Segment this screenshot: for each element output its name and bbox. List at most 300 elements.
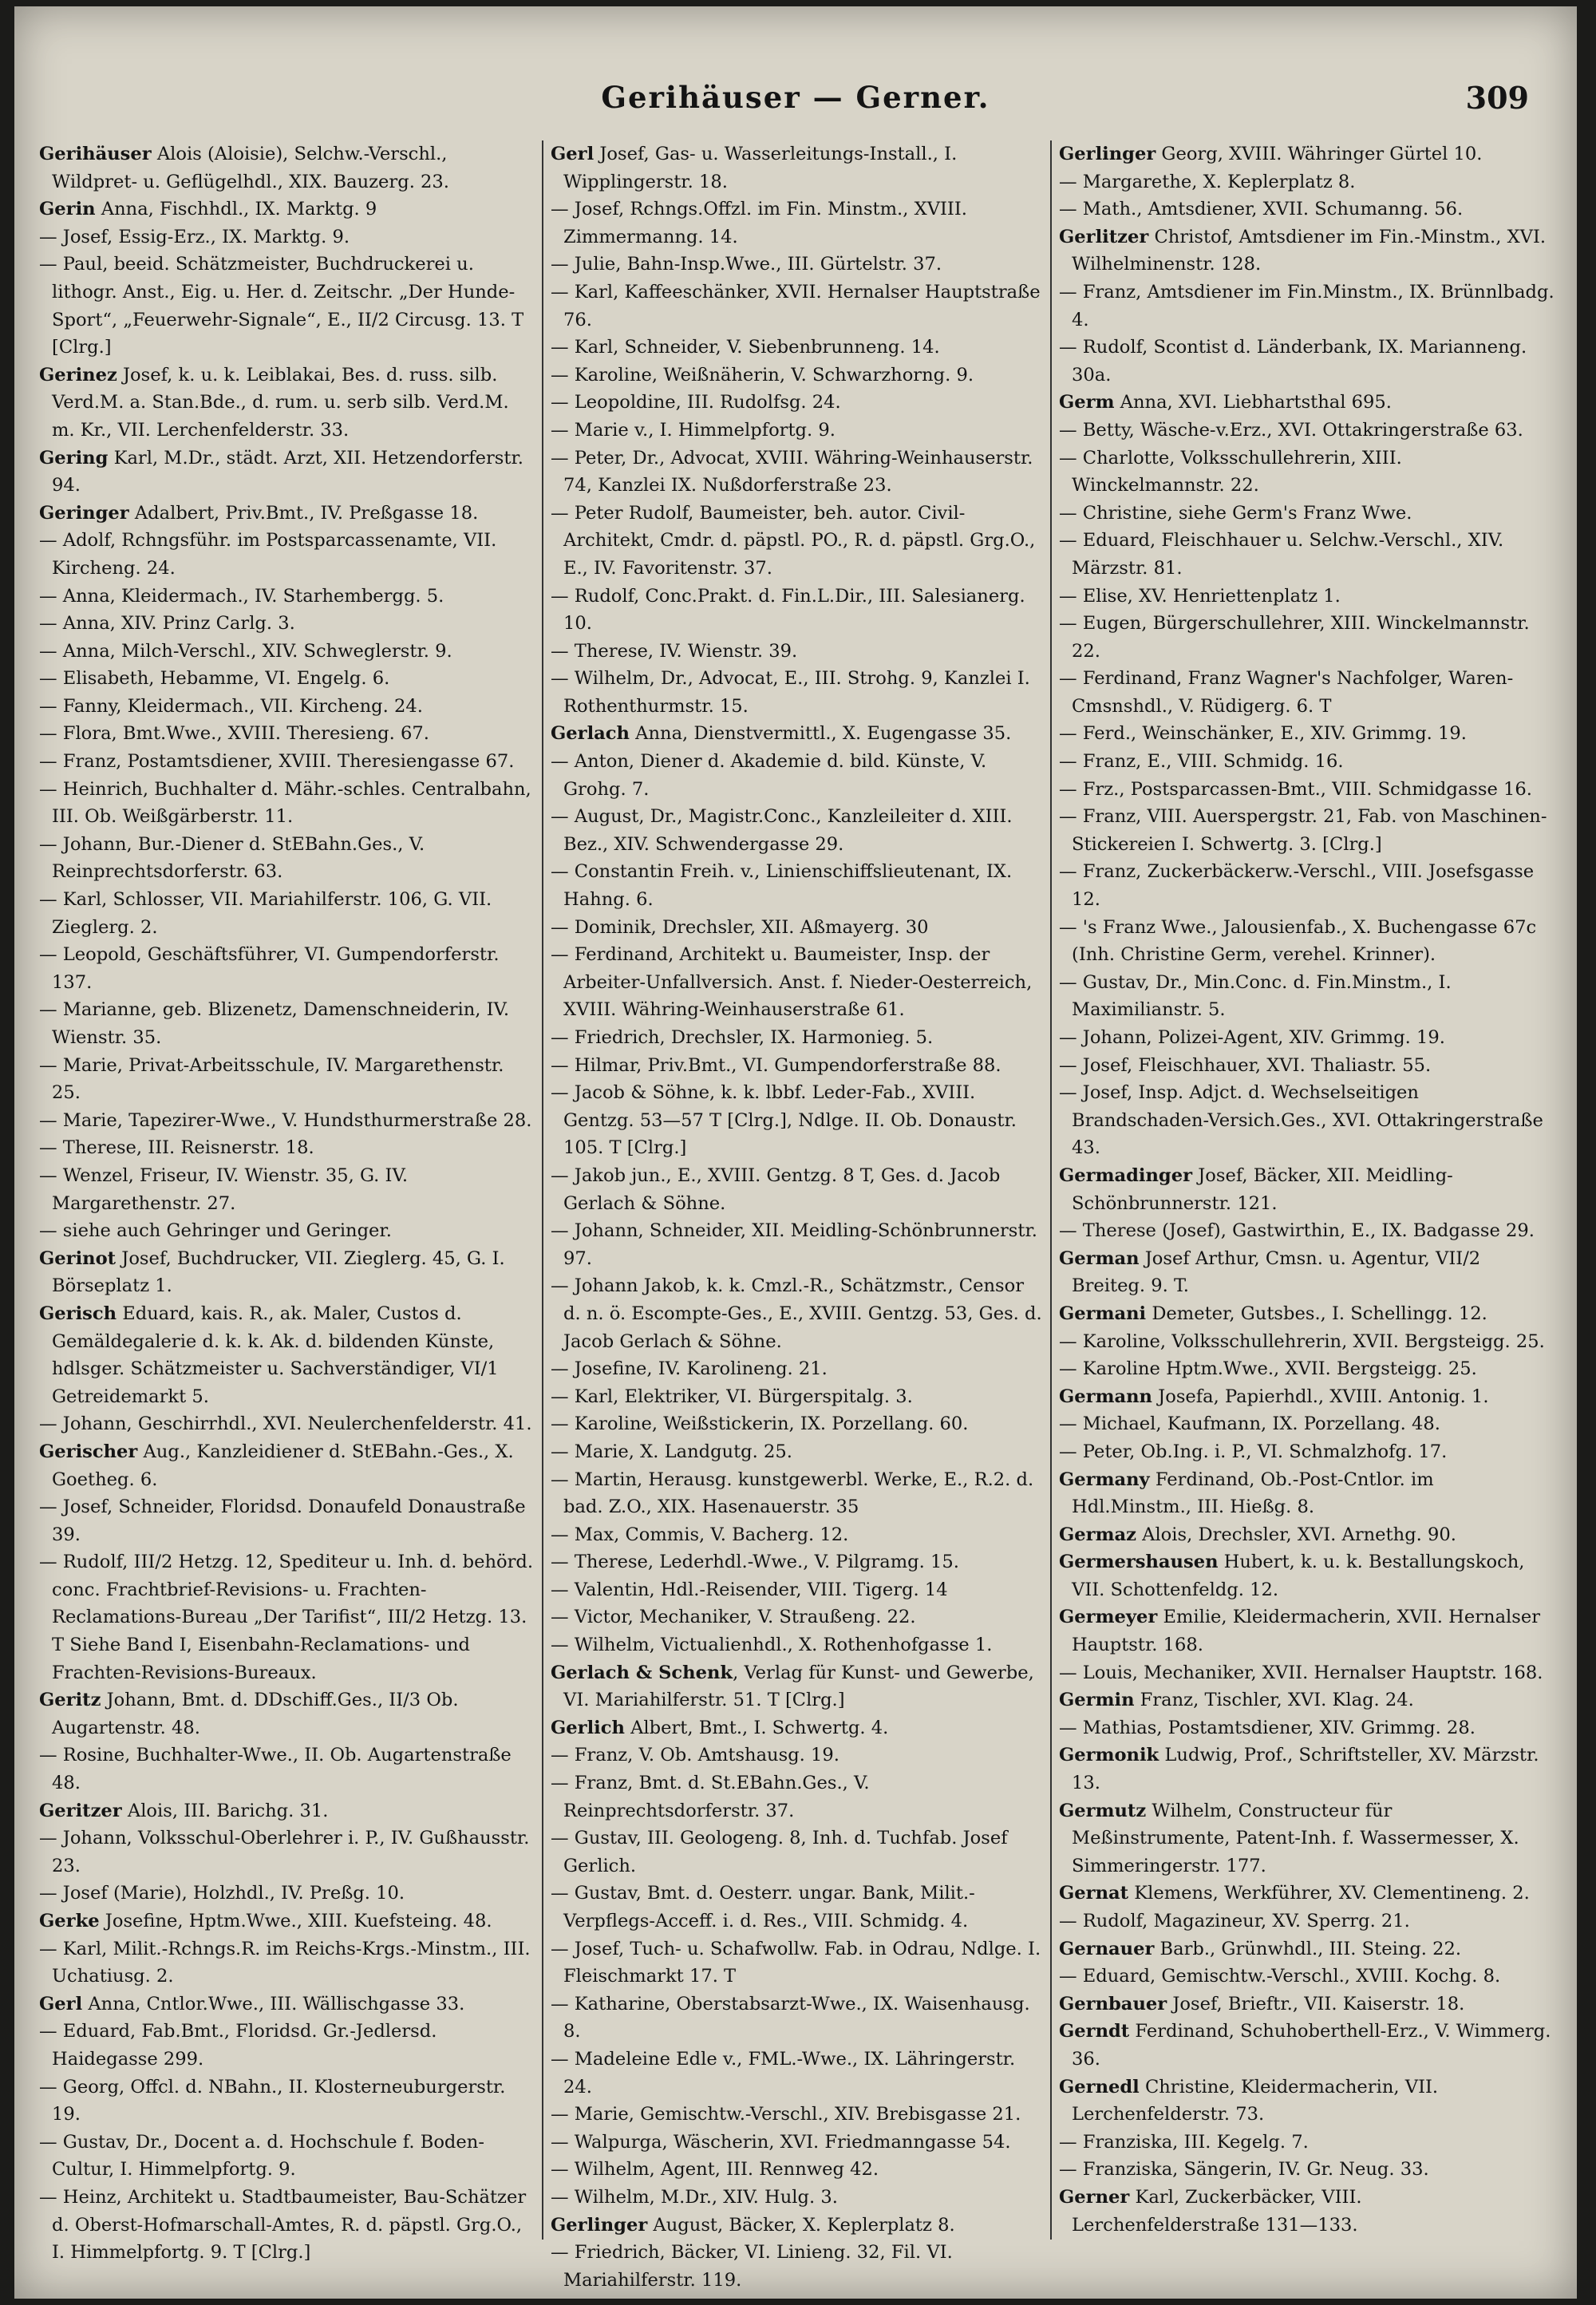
directory-entry — [551, 1466, 1043, 1521]
column-right — [1052, 140, 1562, 2240]
directory-page — [14, 6, 1577, 2299]
entry-text: August, Bäcker, X. Keplerplatz 8. — [647, 2214, 955, 2236]
entry-text: — Math., Amtsdiener, XVII. Schumanng. 56. — [1059, 199, 1464, 220]
directory-entry — [39, 583, 535, 611]
entry-text: — Louis, Mechaniker, XVII. Hernalser Hauptstr. 168. — [1059, 1662, 1543, 1683]
directory-entry — [551, 1576, 1043, 1604]
directory-entry — [39, 251, 535, 361]
entry-text: — Josef, Schneider, Floridsd. Donaufeld Donaustraße 39. — [39, 1496, 526, 1545]
entry-surname: Germutz — [1059, 1800, 1147, 1821]
entry-text: — Franz, V. Ob. Amtshausg. 19. — [551, 1745, 839, 1766]
entry-text: — Dominik, Drechsler, XII. Aßmayerg. 30 — [551, 916, 929, 938]
entry-text: Josef, Gas- u. Wasserleitungs-Install., I. Wipplingerstr. 18. — [563, 144, 958, 192]
directory-entry — [1059, 1410, 1555, 1438]
directory-entry — [1059, 1991, 1555, 2018]
directory-entry — [551, 1742, 1043, 1769]
entry-text: — Charlotte, Volksschullehrerin, XIII. Winckelmannstr. 22. — [1059, 447, 1402, 496]
directory-entry — [551, 1548, 1043, 1576]
column-middle — [542, 140, 1052, 2291]
directory-entry — [551, 1825, 1043, 1880]
directory-entry — [551, 720, 1043, 748]
entry-text: — Georg, Offcl. d. NBahn., II. Klosterneuburgerstr. 19. — [39, 2076, 506, 2125]
entry-surname: Germ — [1059, 392, 1115, 413]
directory-entry — [39, 831, 535, 886]
entry-text: Christine, Kleidermacherin, VII. Lerchenfelderstr. 73. — [1072, 2076, 1439, 2125]
entry-text: — Eduard, Gemischtw.-Verschl., XVIII. Kochg. 8. — [1059, 1966, 1501, 1987]
entry-text: Karl, Zuckerbäcker, VIII. Lerchenfelderstraße 131—133. — [1072, 2186, 1362, 2236]
directory-entry — [39, 720, 535, 748]
entry-text: — Karoline, Volksschullehrerin, XVII. Bergsteigg. 25. — [1059, 1330, 1545, 1352]
directory-entry — [551, 583, 1043, 638]
entry-text: — August, Dr., Magistr.Conc., Kanzleileiter d. XIII. Bez., XIV. Schwendergasse 29. — [551, 806, 1013, 855]
directory-entry — [39, 1686, 535, 1742]
entry-text: — Friedrich, Drechsler, IX. Harmonieg. 5. — [551, 1027, 934, 1048]
directory-entry — [39, 1438, 535, 1493]
entry-text: Anna, XVI. Liebhartsthal 695. — [1114, 392, 1392, 413]
entry-text: — Gustav, Dr., Docent a. d. Hochschule f. Boden-Cultur, I. Himmelpfortg. 9. — [39, 2131, 484, 2180]
entry-text: — Therese, III. Reisnerstr. 18. — [39, 1137, 314, 1159]
directory-entry — [551, 1880, 1043, 1935]
directory-entry — [1059, 1686, 1555, 1714]
directory-entry — [551, 2212, 1043, 2240]
entry-surname: Germany — [1059, 1469, 1150, 1490]
directory-entry — [551, 914, 1043, 942]
directory-entry — [551, 445, 1043, 500]
entry-surname: Gerke — [39, 1911, 100, 1931]
entry-surname: Germani — [1059, 1303, 1147, 1324]
directory-entry — [551, 2239, 1043, 2294]
directory-entry — [1059, 1659, 1555, 1687]
entry-text: — Betty, Wäsche-v.Erz., XVI. Ottakringerstraße 63. — [1059, 419, 1523, 441]
directory-entry — [551, 500, 1043, 583]
directory-entry — [1059, 1714, 1555, 1742]
directory-entry — [551, 1162, 1043, 1217]
entry-surname: Gerlach — [551, 723, 630, 745]
page-number: 309 — [1465, 80, 1529, 116]
entry-text: — Anna, XIV. Prinz Carlg. 3. — [39, 613, 295, 635]
entry-text: Eduard, kais. R., ak. Maler, Custos d. Gemäldegalerie d. k. k. Ak. d. bildenden Künste, hdlsger. Schätzmeister u. Sachverständiger, VI/1 Getreidemarkt 5. — [52, 1303, 499, 1407]
entry-text: — Christine, siehe Germ's Franz Wwe. — [1059, 502, 1412, 524]
directory-entry — [1059, 1217, 1555, 1245]
entry-surname: Germadinger — [1059, 1164, 1193, 1186]
entry-text: — Karoline Hptm.Wwe., XVII. Bergsteigg. 25. — [1059, 1358, 1477, 1380]
entry-text: Emilie, Kleidermacherin, XVII. Hernalser Hauptstr. 168. — [1072, 1607, 1541, 1656]
entry-text: — Ferdinand, Architekt u. Baumeister, Insp. der Arbeiter-Unfallversich. Anst. f. Nieder-Oesterreich, XVIII. Währing-Weinhauserstraße 61. — [551, 944, 1033, 1021]
directory-entry — [1059, 914, 1555, 969]
directory-entry — [1059, 1245, 1555, 1300]
directory-entry — [39, 665, 535, 693]
entry-surname: Geritz — [39, 1690, 101, 1711]
entry-text: — Anton, Diener d. Akademie d. bild. Künste, V. Grohg. 7. — [551, 751, 987, 800]
directory-entry — [1059, 1162, 1555, 1217]
entry-text: — Katharine, Oberstabsarzt-Wwe., IX. Waisenhausg. 8. — [551, 1993, 1030, 2042]
directory-entry — [1059, 1052, 1555, 1080]
entry-text: — Karl, Schneider, V. Siebenbrunneng. 14. — [551, 337, 940, 358]
entry-surname: Gering — [39, 447, 109, 469]
entry-text: — Rudolf, III/2 Hetzg. 12, Spediteur u. Inh. d. behörd. conc. Frachtbrief-Revisions- u. Frachten-Reclamations-Bureau „Der Tarifist“, III/2 Hetzg. 13. T Siehe Band I, Eisenbahn-Reclamations- und Frachten-Revisions-Bureaux. — [39, 1552, 534, 1683]
directory-entry — [551, 748, 1043, 803]
entry-text: — Victor, Mechaniker, V. Straußeng. 22. — [551, 1607, 916, 1628]
directory-entry — [1059, 1935, 1555, 1963]
entry-text: — Therese, Lederhdl.-Wwe., V. Pilgramg. 15. — [551, 1552, 959, 1573]
entry-surname: Gernauer — [1059, 1938, 1155, 1959]
entry-text: — Wilhelm, Victualienhdl., X. Rothenhofgasse 1. — [551, 1635, 993, 1656]
directory-entry — [1059, 1603, 1555, 1659]
entry-text: — Anna, Milch-Verschl., XIV. Schweglerstr. 9. — [39, 640, 452, 662]
directory-entry — [39, 223, 535, 251]
entry-text: — Madeleine Edle v., FML.-Wwe., IX. Lähringerstr. 24. — [551, 2048, 1016, 2097]
directory-entry — [1059, 969, 1555, 1024]
entry-text: — Rosine, Buchhalter-Wwe., II. Ob. Augartenstraße 48. — [39, 1745, 512, 1794]
entry-text: Barb., Grünwhdl., III. Steing. 22. — [1154, 1938, 1462, 1959]
directory-entry — [39, 2018, 535, 2073]
entry-surname: Germin — [1059, 1690, 1135, 1711]
directory-entry — [1059, 1797, 1555, 1880]
entry-text: — Josef, Rchngs.Offzl. im Fin. Minstm., XVIII. Zimmermanng. 14. — [551, 199, 967, 247]
directory-entry — [39, 1134, 535, 1162]
entry-text: — Fanny, Kleidermach., VII. Kircheng. 24. — [39, 695, 423, 717]
entry-text: — Marie, Tapezirer-Wwe., V. Hundsthurmerstraße 28. — [39, 1109, 532, 1131]
directory-entry — [551, 2129, 1043, 2157]
running-head — [14, 80, 1577, 128]
directory-entry — [39, 776, 535, 831]
directory-entry — [1059, 196, 1555, 223]
directory-entry — [39, 1410, 535, 1438]
entry-text: — Ferd., Weinschänker, E., XIV. Grimmg. 19. — [1059, 723, 1467, 745]
entry-surname: Germeyer — [1059, 1607, 1158, 1628]
entry-text: — Therese, IV. Wienstr. 39. — [551, 640, 798, 662]
directory-entry — [551, 1603, 1043, 1631]
directory-entry — [1059, 140, 1555, 168]
entry-surname: Germonik — [1059, 1745, 1159, 1766]
entry-text: — Mathias, Postamtsdiener, XIV. Grimmg. 28. — [1059, 1717, 1476, 1738]
entry-text: Franz, Tischler, XVI. Klag. 24. — [1134, 1690, 1414, 1711]
directory-entry — [551, 1521, 1043, 1549]
directory-entry — [551, 279, 1043, 334]
entry-surname: German — [1059, 1247, 1140, 1269]
directory-entry — [39, 140, 535, 196]
directory-entry — [39, 941, 535, 996]
entry-surname: Gerinez — [39, 364, 117, 385]
directory-entry — [1059, 776, 1555, 804]
entry-text: — Jakob jun., E., XVIII. Gentzg. 8 T, Ges. d. Jacob Gerlach & Söhne. — [551, 1164, 1001, 1214]
entry-surname: Gerin — [39, 199, 96, 220]
directory-entry — [1059, 748, 1555, 776]
directory-entry — [551, 858, 1043, 913]
entry-text: — Franz, VIII. Auerspergstr. 21, Fab. von Maschinen-Stickereien I. Schwertg. 3. [Clrg.] — [1059, 806, 1547, 855]
directory-entry — [1059, 1963, 1555, 1991]
page-title: Gerihäuser — Gerner. — [601, 80, 990, 115]
directory-entry — [1059, 168, 1555, 196]
directory-entry — [39, 610, 535, 638]
directory-entry — [1059, 665, 1555, 720]
directory-entry — [551, 941, 1043, 1024]
directory-entry — [1059, 527, 1555, 582]
entry-text: , Verlag für Kunst- und Gewerbe, VI. Mariahilferstr. 51. T [Clrg.] — [563, 1662, 1034, 1711]
directory-entry — [1059, 445, 1555, 500]
entry-surname: Gerlach & Schenk — [551, 1662, 733, 1683]
entry-text: — Elisabeth, Hebamme, VI. Engelg. 6. — [39, 668, 390, 690]
entry-text: — Hilmar, Priv.Bmt., VI. Gumpendorferstraße 88. — [551, 1054, 1001, 1076]
entry-surname: Gerl — [39, 1993, 83, 2014]
entry-text: — Max, Commis, V. Bacherg. 12. — [551, 1524, 849, 1545]
directory-entry — [1059, 583, 1555, 611]
entry-text: — Franz, E., VIII. Schmidg. 16. — [1059, 751, 1344, 773]
entry-text: Josef Arthur, Cmsn. u. Agentur, VII/2 Breiteg. 9. T. — [1072, 1247, 1481, 1297]
directory-entry — [1059, 2156, 1555, 2184]
directory-entry — [551, 1410, 1043, 1438]
directory-entry — [39, 527, 535, 582]
entry-text: — Margarethe, X. Keplerplatz 8. — [1059, 171, 1356, 192]
entry-text: — Karl, Kaffeeschänker, XVII. Hernalser Hauptstraße 76. — [551, 281, 1041, 330]
entry-text: — Karl, Schlosser, VII. Mariahilferstr. 106, G. VII. Zieglerg. 2. — [39, 889, 492, 938]
directory-entry — [551, 334, 1043, 362]
entry-text: — Wilhelm, M.Dr., XIV. Hulg. 3. — [551, 2186, 838, 2208]
entry-text: — Johann, Schneider, XII. Meidling-Schönbrunnerstr. 97. — [551, 1220, 1037, 1269]
directory-entry — [1059, 1355, 1555, 1383]
directory-entry — [551, 1079, 1043, 1162]
directory-entry — [1059, 1079, 1555, 1162]
entry-text: — Gustav, Bmt. d. Oesterr. ungar. Bank, Milit.-Verpflegs-Acceff. i. d. Res., VIII. Schmidg. 4. — [551, 1883, 975, 1931]
directory-entry — [1059, 2129, 1555, 2157]
directory-entry — [39, 1548, 535, 1686]
entry-text: — Karoline, Weißstickerin, IX. Porzellang. 60. — [551, 1413, 969, 1435]
entry-text: — Rudolf, Magazineur, XV. Sperrg. 21. — [1059, 1911, 1410, 1931]
entry-surname: Germershausen — [1059, 1552, 1219, 1573]
directory-entry — [1059, 1438, 1555, 1466]
entry-text: Albert, Bmt., I. Schwertg. 4. — [624, 1717, 889, 1738]
entry-surname: Gerischer — [39, 1441, 138, 1462]
entry-text: — Josef, Tuch- u. Schafwollw. Fab. in Odrau, Ndlge. I. Fleischmarkt 17. T — [551, 1938, 1041, 1987]
directory-entry — [551, 2156, 1043, 2184]
directory-entry — [39, 1742, 535, 1797]
directory-entry — [39, 445, 535, 500]
entry-text: — Johann, Polizei-Agent, XIV. Grimmg. 19. — [1059, 1027, 1445, 1048]
directory-entry — [1059, 858, 1555, 913]
entry-text: — Julie, Bahn-Insp.Wwe., III. Gürtelstr. 37. — [551, 254, 942, 275]
entry-text: — Johann Jakob, k. k. Cmzl.-R., Schätzmstr., Censor d. n. ö. Escompte-Ges., E., XVIII. Gentzg. 53, Ges. d. Jacob Gerlach & Söhne. — [551, 1275, 1042, 1352]
entry-surname: Gerlich — [551, 1717, 625, 1738]
entry-text: Josef, k. u. k. Leiblakai, Bes. d. russ. silb. Verd.M. a. Stan.Bde., d. rum. u. serb silb. Verd.M. m. Kr., VII. Lerchenfelderstr. 33. — [52, 364, 509, 441]
directory-entry — [1059, 417, 1555, 445]
entry-text: — Rudolf, Conc.Prakt. d. Fin.L.Dir., III. Salesianerg. 10. — [551, 585, 1025, 635]
entry-surname: Gerl — [551, 144, 595, 164]
entry-text: — Ferdinand, Franz Wagner's Nachfolger, Waren-Cmsnshdl., V. Rüdigerg. 6. T — [1059, 668, 1514, 717]
directory-entry — [551, 1438, 1043, 1466]
entry-text: Demeter, Gutsbes., I. Schellingg. 12. — [1146, 1303, 1487, 1324]
entry-text: — Eugen, Bürgerschullehrer, XIII. Winckelmannstr. 22. — [1059, 613, 1530, 662]
entry-text: — Frz., Postsparcassen-Bmt., VIII. Schmidgasse 16. — [1059, 778, 1532, 800]
entry-text: — Rudolf, Scontist d. Länderbank, IX. Marianneng. 30a. — [1059, 337, 1527, 385]
directory-entry — [1059, 223, 1555, 279]
entry-text: Ludwig, Prof., Schriftsteller, XV. Märzstr. 13. — [1072, 1745, 1539, 1794]
entry-text: Hubert, k. u. k. Bestallungskoch, VII. Schottenfeldg. 12. — [1072, 1552, 1525, 1600]
directory-entry — [39, 1908, 535, 1935]
directory-entry — [1059, 1024, 1555, 1052]
directory-entry — [551, 1631, 1043, 1659]
entry-text: — Elise, XV. Henriettenplatz 1. — [1059, 585, 1341, 607]
entry-text: — Wilhelm, Agent, III. Rennweg 42. — [551, 2159, 879, 2180]
entry-text: — Friedrich, Bäcker, VI. Linieng. 32, Fil. VI. Mariahilferstr. 119. — [551, 2242, 953, 2291]
directory-entry — [39, 1107, 535, 1135]
entry-text: Ferdinand, Schuhoberthell-Erz., V. Wimmerg. 36. — [1072, 2021, 1551, 2070]
directory-entry — [551, 1714, 1043, 1742]
directory-entry — [39, 886, 535, 941]
entry-text: — 's Franz Wwe., Jalousienfab., X. Buchengasse 67c (Inh. Christine Germ, verehel. Krinner). — [1059, 916, 1537, 966]
entry-text: Josefine, Hptm.Wwe., XIII. Kuefsteing. 48. — [99, 1911, 492, 1931]
entry-text: — Gustav, Dr., Min.Conc. d. Fin.Minstm., I. Maximilianstr. 5. — [1059, 971, 1452, 1021]
entry-text: Josef, Bäcker, XII. Meidling-Schönbrunnerstr. 121. — [1072, 1164, 1453, 1214]
entry-text: — Franz, Bmt. d. St.EBahn.Ges., V. Reinprechtsdorferstr. 37. — [551, 1773, 870, 1821]
directory-entry — [39, 1300, 535, 1410]
entry-text: Josefa, Papierhdl., XVIII. Antonig. 1. — [1152, 1386, 1489, 1407]
entry-text: — Johann, Geschirrhdl., XVI. Neulerchenfelderstr. 41. — [39, 1413, 532, 1435]
entry-text: — Josef, Insp. Adjct. d. Wechselseitigen Brandschaden-Versich.Ges., XVI. Ottakringerstraße 43. — [1059, 1082, 1543, 1159]
directory-entry — [551, 1052, 1043, 1080]
entry-text: — Walpurga, Wäscherin, XVI. Friedmanngasse 54. — [551, 2131, 1011, 2153]
directory-entry — [39, 1493, 535, 1548]
entry-text: Alois, III. Barichg. 31. — [121, 1800, 329, 1821]
entry-text: Anna, Cntlor.Wwe., III. Wällischgasse 33. — [82, 1993, 465, 2014]
entry-text: — Josef, Essig-Erz., IX. Marktg. 9. — [39, 226, 350, 247]
entry-text: — Josef (Marie), Holzhdl., IV. Preßg. 10. — [39, 1883, 405, 1904]
directory-entry — [39, 638, 535, 666]
entry-text: — siehe auch Gehringer und Geringer. — [39, 1220, 392, 1242]
entry-text: Johann, Bmt. d. DDschiff.Ges., II/3 Ob. Augartenstr. 48. — [52, 1690, 459, 1738]
directory-entry — [551, 1991, 1043, 2046]
entry-text: — Therese (Josef), Gastwirthin, E., IX. Badgasse 29. — [1059, 1220, 1535, 1242]
directory-entry — [39, 996, 535, 1051]
entry-text: — Eduard, Fleischhauer u. Selchw.-Verschl., XIV. Märzstr. 81. — [1059, 530, 1504, 579]
entry-text: — Martin, Herausg. kunstgewerbl. Werke, E., R.2. d. bad. Z.O., XIX. Hasenauerstr. 35 — [551, 1469, 1034, 1518]
entry-text: — Leopoldine, III. Rudolfsg. 24. — [551, 392, 841, 413]
directory-entry — [39, 693, 535, 721]
directory-entry — [39, 2074, 535, 2129]
directory-entry — [1059, 2018, 1555, 2073]
entry-text: Alois, Drechsler, XVI. Arnethg. 90. — [1136, 1524, 1456, 1545]
entry-text: Klemens, Werkführer, XV. Clementineng. 2. — [1128, 1883, 1530, 1904]
directory-entry — [39, 1245, 535, 1300]
directory-entry — [1059, 1383, 1555, 1411]
entry-text: — Marie v., I. Himmelpfortg. 9. — [551, 419, 836, 441]
entry-text: Josef, Buchdrucker, VII. Zieglerg. 45, G. I. Börseplatz 1. — [52, 1247, 505, 1297]
directory-entry — [551, 1024, 1043, 1052]
directory-entry — [551, 1383, 1043, 1411]
directory-entry — [1059, 279, 1555, 334]
directory-entry — [1059, 334, 1555, 389]
entry-text: — Karl, Elektriker, VI. Bürgerspitalg. 3. — [551, 1386, 913, 1407]
entry-surname: Gernat — [1059, 1883, 1129, 1904]
entry-text: — Karoline, Weißnäherin, V. Schwarzhorng. 9. — [551, 364, 974, 385]
directory-entry — [551, 1659, 1043, 1714]
directory-entry — [551, 2046, 1043, 2101]
entry-text: Georg, XVIII. Währinger Gürtel 10. — [1156, 144, 1483, 164]
entry-text: Anna, Dienstvermittl., X. Eugengasse 35. — [629, 723, 1012, 745]
directory-entry — [1059, 803, 1555, 858]
directory-entry — [551, 1272, 1043, 1355]
entry-text: Anna, Fischhdl., IX. Marktg. 9 — [95, 199, 377, 220]
entry-text: — Franziska, Sängerin, IV. Gr. Neug. 33. — [1059, 2159, 1429, 2180]
entry-text: — Marie, Gemischtw.-Verschl., XIV. Brebisgasse 21. — [551, 2104, 1021, 2125]
directory-entry — [39, 1217, 535, 1245]
entry-text: Aug., Kanzleidiener d. StEBahn.-Ges., X. Goetheg. 6. — [52, 1441, 514, 1490]
directory-entry — [551, 251, 1043, 279]
entry-text: — Adolf, Rchngsführ. im Postsparcassenamte, VII. Kircheng. 24. — [39, 530, 497, 579]
entry-surname: Gerisch — [39, 1303, 117, 1324]
directory-entry — [551, 2184, 1043, 2212]
directory-entry — [551, 638, 1043, 666]
entry-text: — Josefine, IV. Karolineng. 21. — [551, 1358, 828, 1380]
directory-entry — [551, 389, 1043, 417]
entry-text: — Heinrich, Buchhalter d. Mähr.-schles. Centralbahn, III. Ob. Weißgärberstr. 11. — [39, 778, 531, 828]
directory-entry — [551, 2101, 1043, 2129]
directory-entry — [1059, 1300, 1555, 1328]
entry-text: — Leopold, Geschäftsführer, VI. Gumpendorferstr. 137. — [39, 944, 500, 993]
directory-entry — [551, 665, 1043, 720]
entry-surname: Gerndt — [1059, 2021, 1130, 2042]
directory-entry — [1059, 610, 1555, 665]
entry-text: Adalbert, Priv.Bmt., IV. Preßgasse 18. — [128, 502, 479, 524]
directory-entry — [39, 2129, 535, 2184]
entry-text: — Peter Rudolf, Baumeister, beh. autor. Civil-Architekt, Cmdr. d. päpstl. PO., R. d. päpstl. Grg.O., E., IV. Favoritenstr. 37. — [551, 502, 1036, 579]
entry-text: — Johann, Bur.-Diener d. StEBahn.Ges., V. Reinprechtsdorferstr. 63. — [39, 833, 425, 883]
entry-surname: Gerlitzer — [1059, 226, 1149, 247]
entry-text: — Gustav, III. Geologeng. 8, Inh. d. Tuchfab. Josef Gerlich. — [551, 1828, 1008, 1876]
directory-columns — [32, 140, 1562, 2291]
entry-text: Wilhelm, Constructeur für Meßinstrumente, Patent-Inh. f. Wassermesser, X. Simmeringerstr. 177. — [1072, 1800, 1519, 1876]
directory-entry — [1059, 1880, 1555, 1908]
entry-text: — Michael, Kaufmann, IX. Porzellang. 48. — [1059, 1413, 1440, 1435]
entry-text: — Peter, Ob.Ing. i. P., VI. Schmalzhofg. 17. — [1059, 1441, 1448, 1462]
entry-surname: Gerner — [1059, 2186, 1130, 2208]
directory-entry — [1059, 1742, 1555, 1797]
directory-entry — [1059, 1521, 1555, 1549]
directory-entry — [1059, 1548, 1555, 1603]
entry-text: — Marie, Privat-Arbeitsschule, IV. Margarethenstr. 25. — [39, 1054, 504, 1104]
entry-surname: Gernbauer — [1059, 1993, 1167, 2014]
directory-entry — [1059, 1328, 1555, 1356]
entry-text: — Constantin Freih. v., Linienschiffslieutenant, IX. Hahng. 6. — [551, 861, 1013, 911]
entry-surname: Germaz — [1059, 1524, 1136, 1545]
directory-entry — [551, 1935, 1043, 1991]
directory-entry — [39, 196, 535, 223]
entry-text: — Eduard, Fab.Bmt., Floridsd. Gr.-Jedlersd. Haidegasse 299. — [39, 2021, 437, 2070]
entry-text: — Anna, Kleidermach., IV. Starhembergg. 5. — [39, 585, 444, 607]
directory-entry — [551, 417, 1043, 445]
directory-entry — [551, 362, 1043, 389]
entry-text: — Wilhelm, Dr., Advocat, E., III. Strohg. 9, Kanzlei I. Rothenthurmstr. 15. — [551, 668, 1030, 717]
entry-text: — Josef, Fleischhauer, XVI. Thaliastr. 55. — [1059, 1054, 1432, 1076]
entry-text: — Heinz, Architekt u. Stadtbaumeister, Bau-Schätzer d. Oberst-Hofmarschall-Amtes, R. d. päpstl. Grg.O., I. Himmelpfortg. 9. T [Clrg.] — [39, 2186, 527, 2263]
entry-surname: Geritzer — [39, 1800, 122, 1821]
entry-surname: Germann — [1059, 1386, 1152, 1407]
column-left — [32, 140, 542, 2263]
directory-entry — [39, 1162, 535, 1217]
directory-entry — [39, 1935, 535, 1991]
entry-text: — Johann, Volksschul-Oberlehrer i. P., IV. Gußhausstr. 23. — [39, 1828, 530, 1876]
directory-entry — [39, 1052, 535, 1107]
entry-text: Ferdinand, Ob.-Post-Cntlor. im Hdl.Minstm., III. Hießg. 8. — [1072, 1469, 1434, 1518]
entry-text: — Wenzel, Friseur, IV. Wienstr. 35, G. IV. Margarethenstr. 27. — [39, 1164, 409, 1214]
directory-entry — [1059, 389, 1555, 417]
entry-text: — Franziska, III. Kegelg. 7. — [1059, 2131, 1309, 2153]
entry-text: — Karl, Milit.-Rchngs.R. im Reichs-Krgs.-Minstm., III. Uchatiusg. 2. — [39, 1938, 531, 1987]
entry-text: — Valentin, Hdl.-Reisender, VIII. Tigerg. 14 — [551, 1579, 948, 1600]
entry-text: — Jacob & Söhne, k. k. lbbf. Leder-Fab., XVIII. Gentzg. 53—57 T [Clrg.], Ndlge. II. Ob. Donaustr. 105. T [Clrg.] — [551, 1082, 1017, 1159]
directory-entry — [1059, 1908, 1555, 1935]
directory-entry — [1059, 720, 1555, 748]
entry-surname: Geringer — [39, 502, 129, 524]
